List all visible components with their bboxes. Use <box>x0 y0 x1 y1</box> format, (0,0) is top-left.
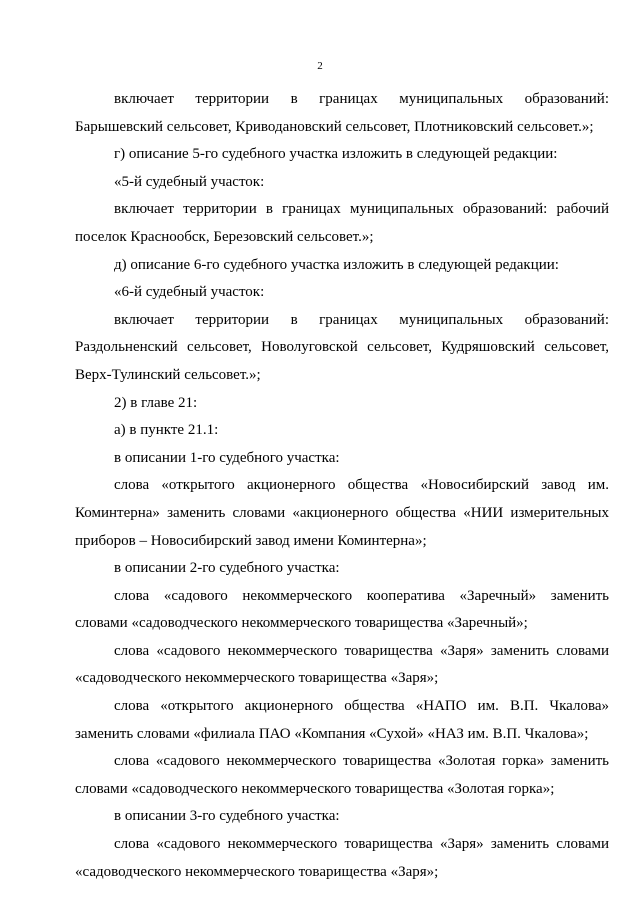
paragraph: г) описание 5-го судебного участка изложить в следующей редакции: <box>114 146 558 163</box>
paragraph: слова «садового некоммерческого кооператива «Заречный» заменить словами «садоводческого некоммерческого товарищества «Заречный»; <box>75 587 609 632</box>
paragraph: «5-й судебный участок: <box>114 173 265 190</box>
paragraph: в описании 1-го судебного участка: <box>114 449 340 466</box>
paragraph: «6-й судебный участок: <box>114 284 265 301</box>
page-number: 2 <box>317 60 323 72</box>
paragraph: 2) в главе 21: <box>114 394 198 411</box>
paragraph: в описании 3-го судебного участка: <box>114 808 340 825</box>
document-body <box>75 86 609 886</box>
paragraph: слова «садового некоммерческого товарищества «Заря» заменить словами «садоводческого некоммерческого товарищества «Заря»; <box>75 642 609 687</box>
paragraph: слова «открытого акционерного общества «Новосибирский завод им. Коминтерна» заменить словами «акционерного общества «НИИ измерительных приборов – Новосибирский завод имени Коминтерна»; <box>75 477 609 549</box>
paragraph: слова «садового некоммерческого товарищества «Золотая горка» заменить словами «садоводческого некоммерческого товарищества «Золотая горка»; <box>75 753 609 797</box>
paragraph: включает территории в границах муниципальных образований: Барышевский сельсовет, Криводановский сельсовет, Плотниковский сельсовет.»; <box>75 91 609 135</box>
paragraph: слова «открытого акционерного общества «НАПО им. В.П. Чкалова» заменить словами «филиала ПАО «Компания «Сухой» «НАЗ им. В.П. Чкалова»; <box>75 698 609 742</box>
paragraph: включает территории в границах муниципальных образований: Раздольненский сельсовет, Новолуговской сельсовет, Кудряшовский сельсовет, Верх-Тулинский сельсовет.»; <box>75 311 609 383</box>
paragraph: д) описание 6-го судебного участка изложить в следующей редакции: <box>114 256 559 273</box>
paragraph: включает территории в границах муниципальных образований: рабочий поселок Краснообск, Березовский сельсовет.»; <box>75 201 609 245</box>
paragraph: слова «садового некоммерческого товарищества «Заря» заменить словами «садоводческого некоммерческого товарищества «Заря»; <box>75 836 609 880</box>
paragraph: а) в пункте 21.1: <box>114 422 219 439</box>
paragraph: в описании 2-го судебного участка: <box>114 560 340 577</box>
